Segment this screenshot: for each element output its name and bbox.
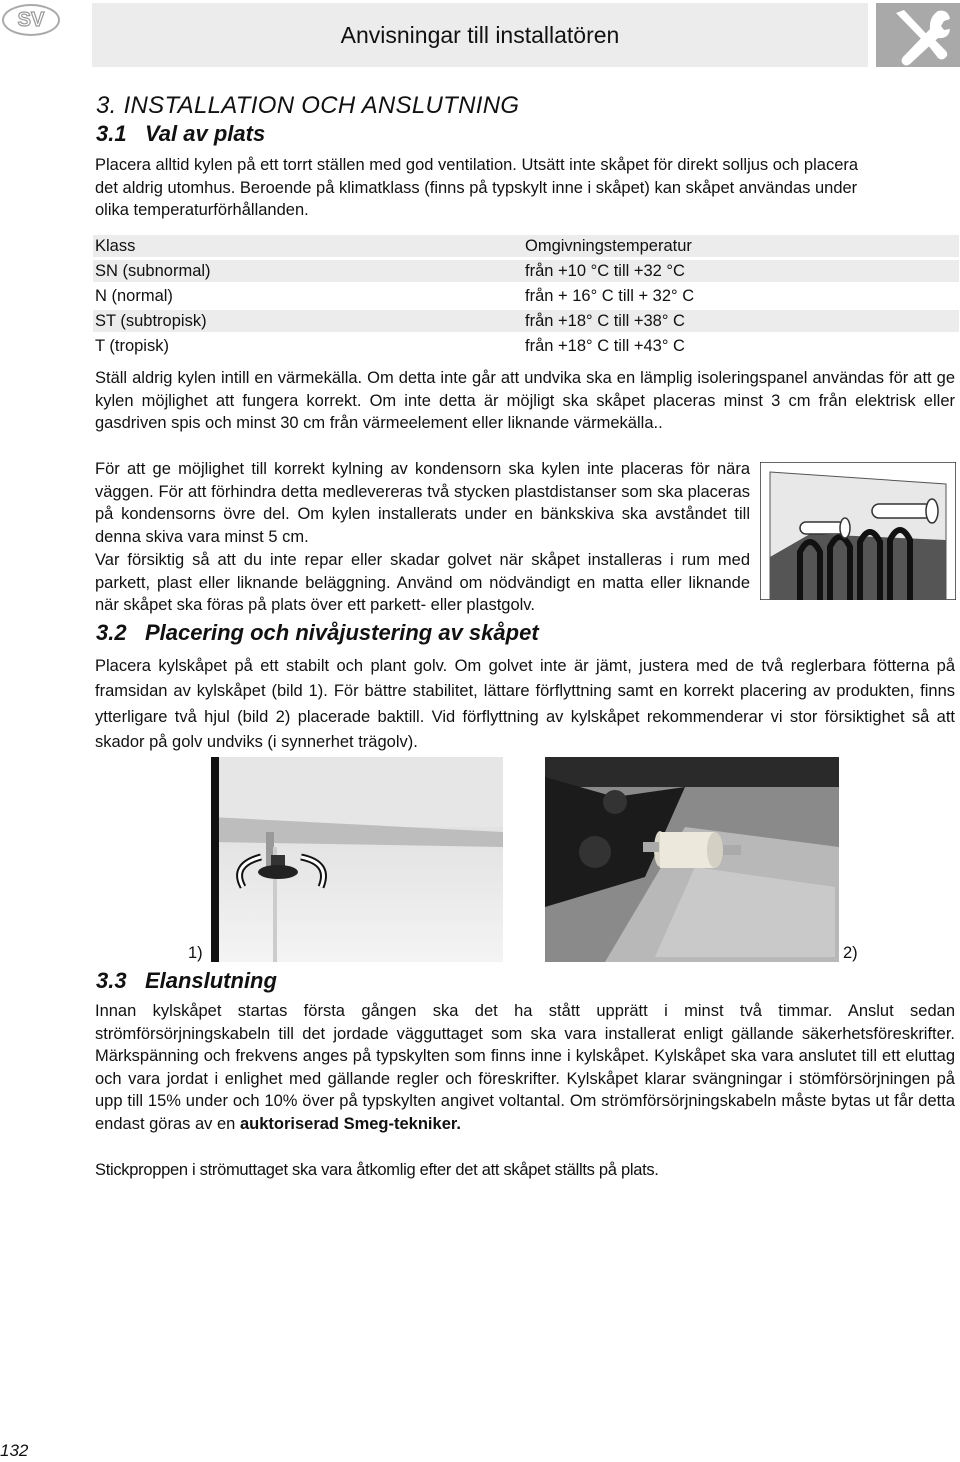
subsection-heading: Elanslutning <box>144 968 277 993</box>
page-header-title: Anvisningar till installatören <box>340 21 620 48</box>
table-cell: från + 16° C till + 32° C <box>525 286 695 305</box>
climate-class-table <box>93 232 959 360</box>
page-number: 132 <box>0 1441 29 1460</box>
placement-paragraph: Placera kylskåpet på ett stabilt och plant golv. Om golvet inte är jämt, justera med de två reglerbara fötterna på framsidan av kylskåpet (bild 1). För bättre stabilitet, lättare förflyttning samt en korrekt placering av produkten, finns ytterligare två hjul (bild 2) placerade baktill. Vid förflyttning av kylskåpet rekommenderar vi stor försiktighet så att skador på golv undviks (i synnerhet trägolv). <box>95 657 955 751</box>
subsection-number: 3.3 <box>96 968 127 993</box>
header-bar <box>92 3 868 67</box>
technician-text: auktoriserad Smeg-tekniker. <box>239 1114 461 1133</box>
tools-icon <box>876 3 960 67</box>
figure-1-label: 1) <box>188 944 203 962</box>
subsection-3-3-title <box>96 968 277 994</box>
floor-paragraph: Var försiktig så att du inte repar eller skadar golvet när skåpet installeras i rum med parkett, plast eller liknande beläggning. Använd om nödvändigt en matta eller liknande när skåpet ska föras på plats över ett parkett- eller plastgolv. <box>95 551 750 614</box>
table-cell: från +10 °C till +32 °C <box>525 260 959 282</box>
intro-line: olika temperaturförhållanden. <box>95 201 309 219</box>
subsection-3-2-title <box>96 620 539 646</box>
table-cell: ST (subtropisk) <box>93 310 525 332</box>
table-cell: från +18° C till +43° C <box>525 336 685 355</box>
plug-access-paragraph: Stickproppen i strömuttaget ska vara åtkomlig efter det att skåpet ställts på plats. <box>95 1161 659 1179</box>
table-cell: N (normal) <box>95 286 173 305</box>
table-cell: från +18° C till +38° C <box>525 310 959 332</box>
condenser-spacer-illustration <box>760 462 956 600</box>
table-row <box>93 285 959 307</box>
subsection-number: 3.2 <box>96 620 127 645</box>
table-row <box>93 310 959 332</box>
figure-2-label: 2) <box>843 944 858 962</box>
subsection-number: 3.1 <box>96 121 127 146</box>
adjustable-foot-photo <box>211 757 503 962</box>
section-title: 3. INSTALLATION OCH ANSLUTNING <box>96 92 520 119</box>
electrical-paragraph <box>95 1000 955 1135</box>
intro-paragraph <box>95 154 955 222</box>
subsection-heading: Val av plats <box>144 121 266 146</box>
subsection-heading: Placering och nivåjustering av skåpet <box>144 620 539 645</box>
intro-line: det aldrig utomhus. Beroende på klimatklass (finns på typskylt inne i skåpet) kan skåpet användas under <box>95 178 858 197</box>
table-header-cell: Omgivningstemperatur <box>525 235 959 257</box>
table-header-row <box>93 235 959 257</box>
condenser-paragraph: För att ge möjlighet till korrekt kylning av kondensorn ska kylen inte placeras för nära väggen. För att förhindra detta medlevereras två stycken plastdistanser som ska placeras på kondensorns övre del. Om kylen installerats under en bänkskiva ska avståndet till denna skiva vara minst 5 cm. <box>95 460 750 546</box>
table-row <box>93 335 959 357</box>
intro-line: Placera alltid kylen på ett torrt ställen med god ventilation. Utsätt inte skåpet för direkt solljus och placera <box>95 156 859 174</box>
table-cell: SN (subnormal) <box>93 260 525 282</box>
heat-source-paragraph: Ställ aldrig kylen intill en värmekälla. Om detta inte går att undvika ska en lämplig isoleringspanel användas för att ge kylen möjlighet att fungera korrekt. Om inte detta är möjligt ska skåpet placeras minst 3 cm från elektrisk eller gasdriven spis och minst 30 cm från värmeelement eller liknande värmekälla.. <box>95 369 955 432</box>
language-badge: SV <box>2 4 60 36</box>
electrical-text: Innan kylskåpet startas första gången ska det ha stått upprätt i minst två timmar. Anslut sedan strömförsörjningskabeln till det jordade vägguttaget som ska vara installerat enligt gällande säkerhetsföreskrifter. Märkspänning och frekvens anges på typskylten som finns inne i kylskåpet. Kylskåpet ska vara anslutet till ett eluttag och vara jordat i enlighet med gällande regler och föreskrifter. Kylskåpet klarar svängningar i stömförsörjningen på upp till 15% under och 10% över på typskylten angivet voltantal. Om strömförsörjningskabeln måste bytas ut får detta endast göras av en <box>95 1002 955 1133</box>
table-row <box>93 260 959 282</box>
table-cell: T (tropisk) <box>95 336 169 355</box>
table-header-cell: Klass <box>93 235 525 257</box>
subsection-3-1-title <box>96 121 265 147</box>
rear-wheel-photo <box>545 757 839 962</box>
